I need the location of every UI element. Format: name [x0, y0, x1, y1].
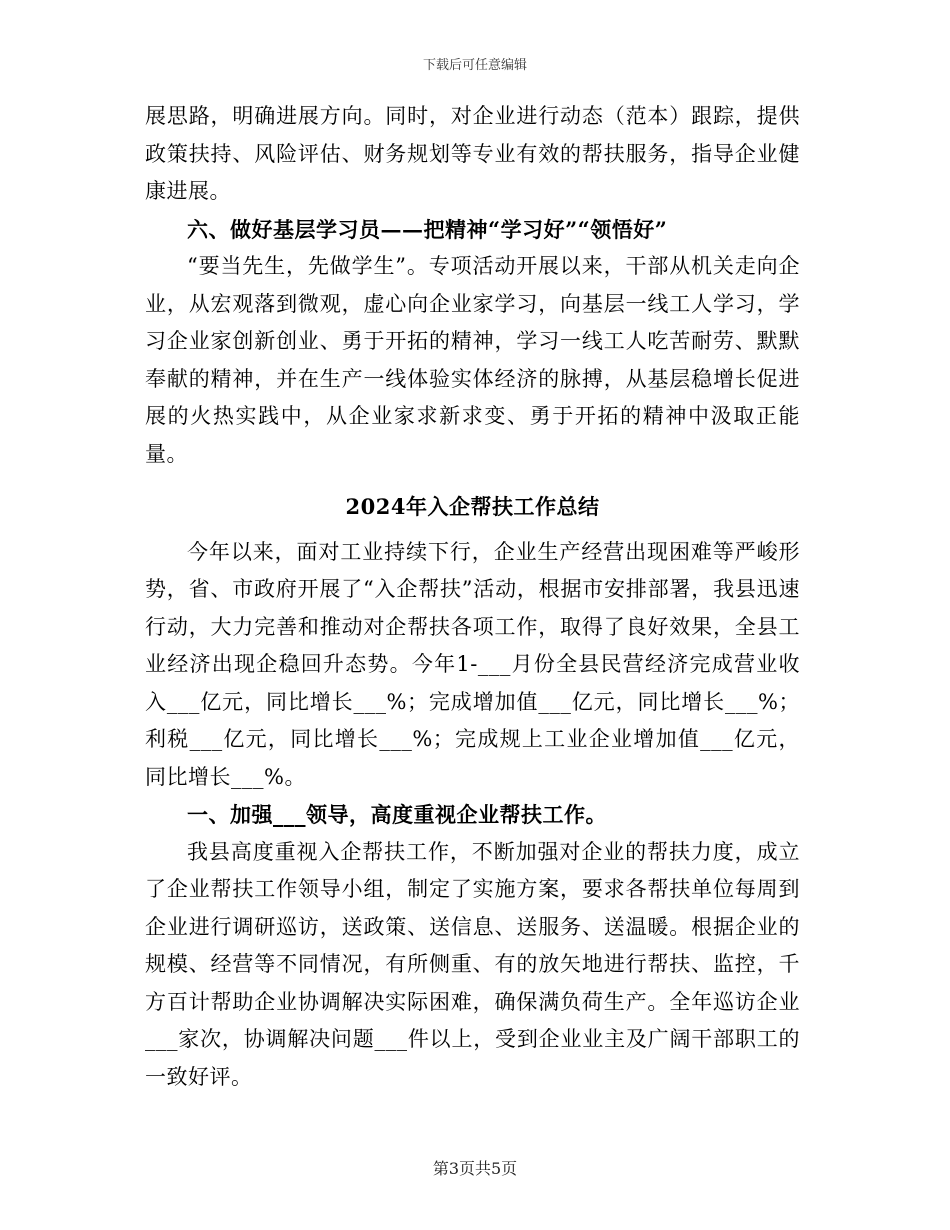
page-footer: 第3页共5页 [432, 1159, 518, 1178]
section-heading-6: 六、做好基层学习员——把精神“学习好”“领悟好” [187, 216, 668, 242]
paragraph-study: “要当先生，先做学生”。专项活动开展以来，干部从机关走向企业，从宏观落到微观，虚心向企业家学习，向基层一线工人学习，学习企业家创新创业、勇于开拓的精神，学习一线工人吃苦耐劳、默默奉献的精神，并在生产一线体验实体经济的脉搏，从基层稳增长促进展的火热实践中，从企业家求新求变、勇于开拓的精神中汲取正能量。 [145, 254, 800, 466]
document-body [145, 98, 800, 1096]
section-heading-1: 一、加强___领导，高度重视企业帮扶工作。 [187, 802, 607, 827]
page-header-note: 下载后可任意编辑 [422, 58, 527, 73]
paragraph-intro: 今年以来，面对工业持续下行，企业生产经营出现困难等严峻形势，省、市政府开展了“入企帮扶”活动，根据市安排部署，我县迅速行动，大力完善和推动对企帮扶各项工作，取得了良好效果，全县工业经济出现企稳回升态势。今年1-___月份全县民营经济完成营业收入___亿元，同比增长___%；完成增加值___亿元，同比增长___%；利税___亿元，同比增长___%；完成规上工业企业增加值___亿元，同比增长___%。 [145, 539, 800, 789]
paragraph-continued: 展思路，明确进展方向。同时，对企业进行动态（范本）跟踪，提供政策扶持、风险评估、财务规划等专业有效的帮扶服务，指导企业健康进展。 [145, 104, 800, 203]
paragraph-leadership: 我县高度重视入企帮扶工作，不断加强对企业的帮扶力度，成立了企业帮扶工作领导小组，制定了实施方案，要求各帮扶单位每周到企业进行调研巡访，送政策、送信息、送服务、送温暖。根据企业的规模、经营等不同情况，有所侧重、有的放矢地进行帮扶、监控，千方百计帮助企业协调解决实际困难，确保满负荷生产。全年巡访企业___家次，协调解决问题___件以上，受到企业业主及广阔干部职工的一致好评。 [145, 839, 800, 1089]
document-title: 2024年入企帮扶工作总结 [345, 494, 600, 519]
